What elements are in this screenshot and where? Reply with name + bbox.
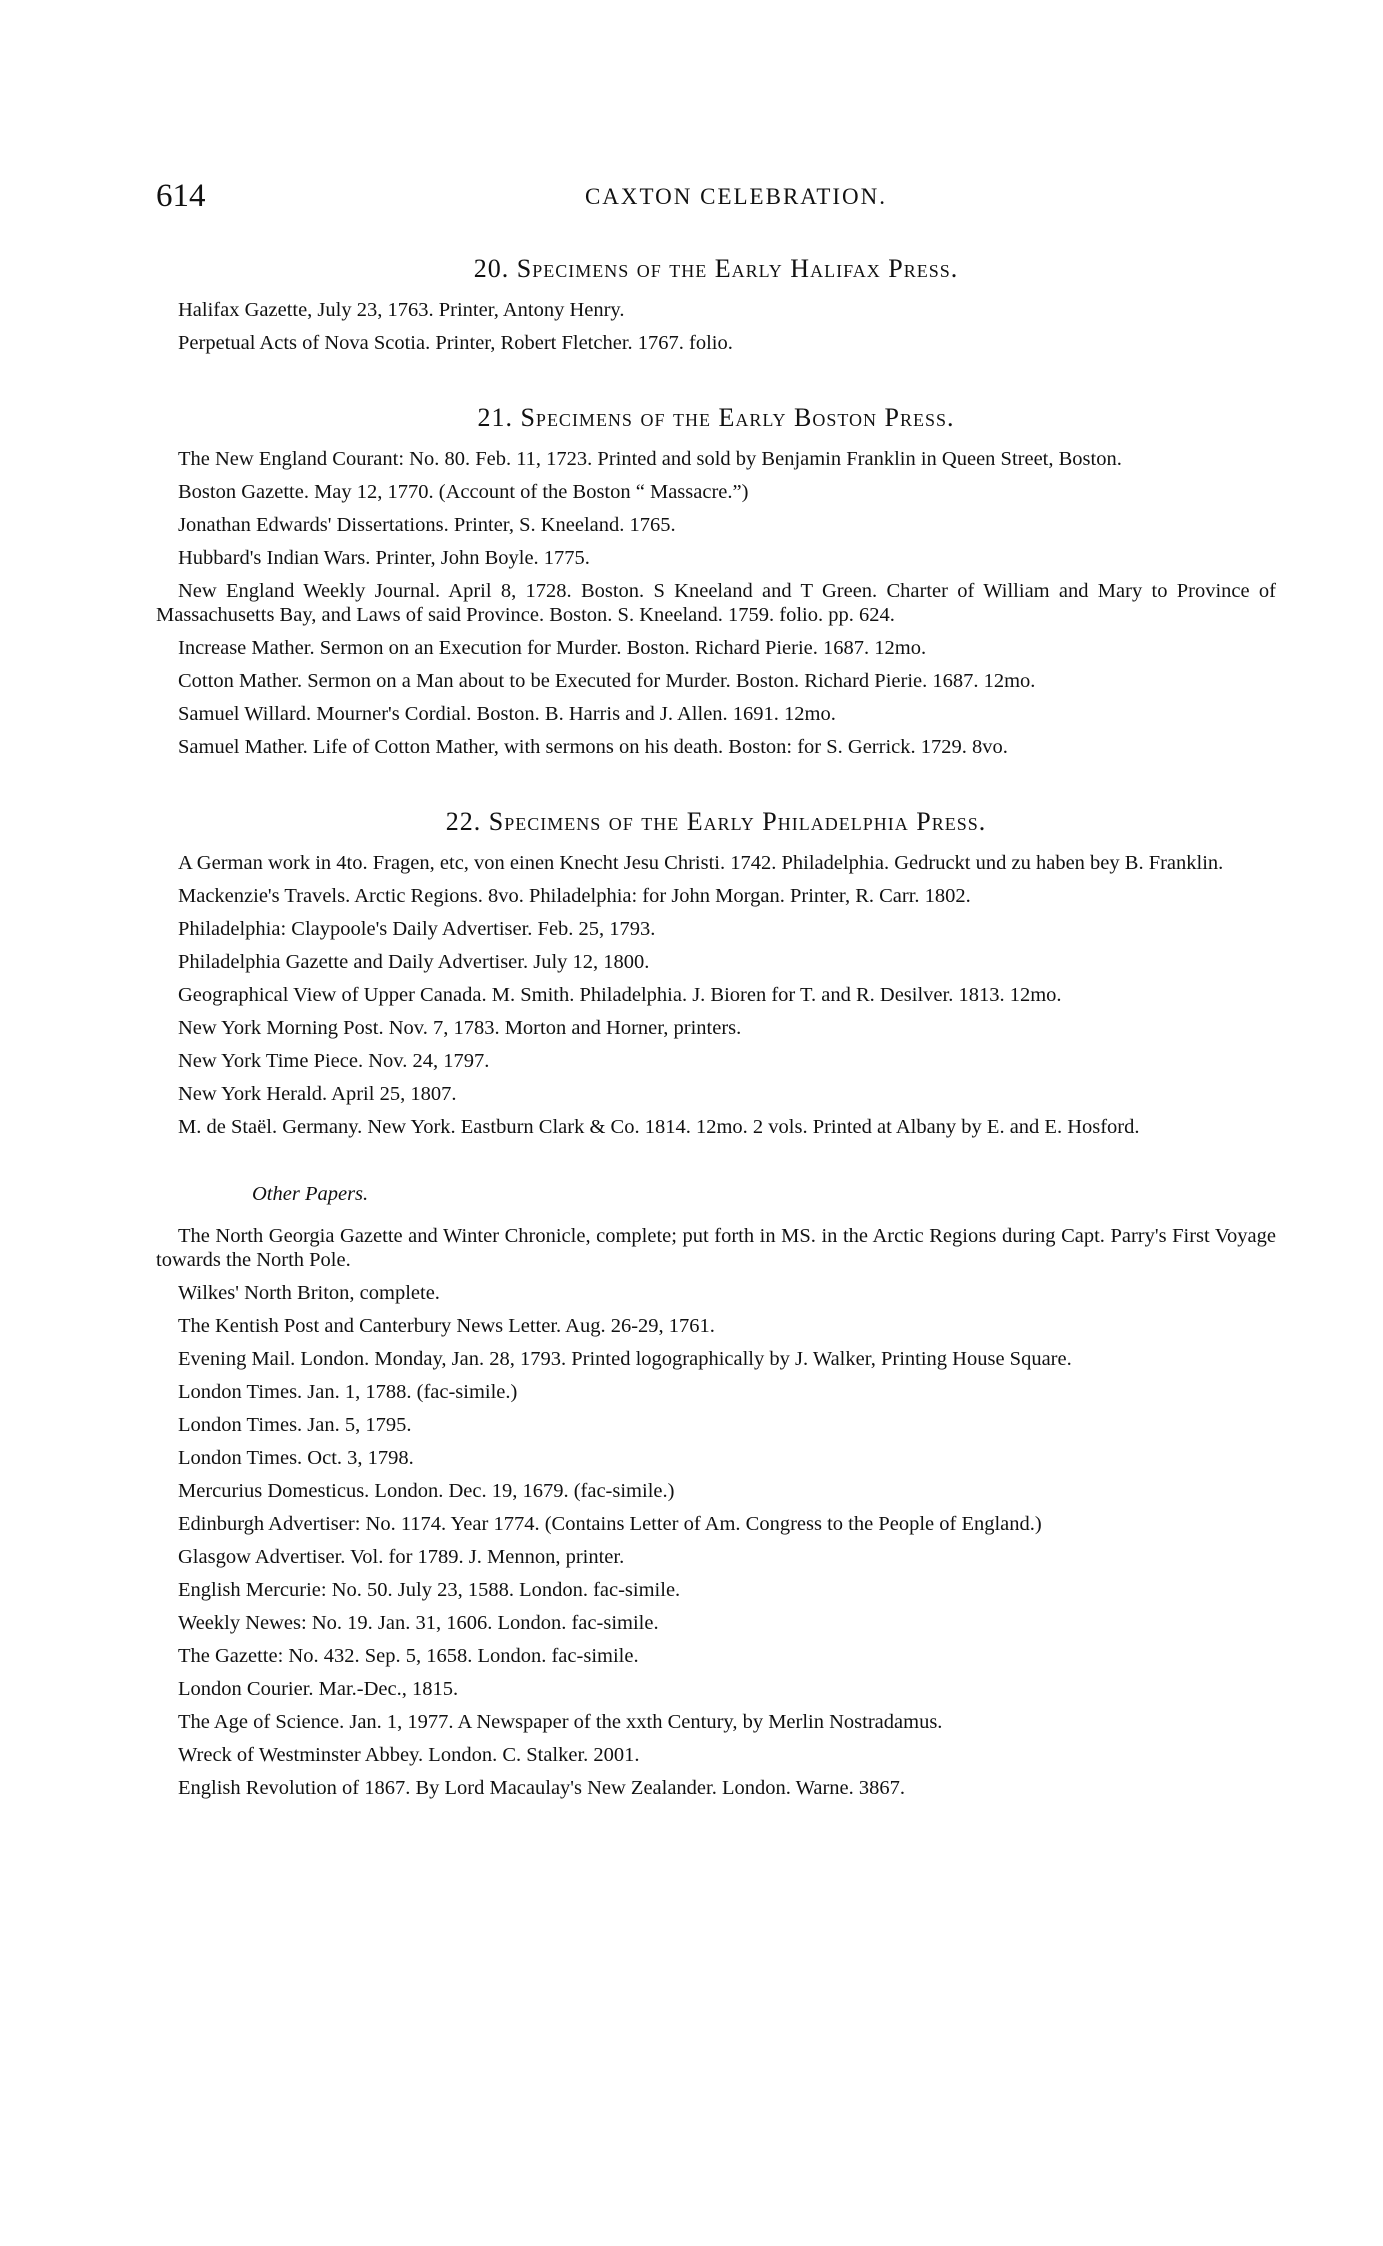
list-item: Edinburgh Advertiser: No. 1174. Year 1774. (Contains Letter of Am. Congress to the People of England.) — [178, 1513, 1042, 1535]
section-halifax — [156, 254, 1276, 355]
list-item: The Gazette: No. 432. Sep. 5, 1658. London. fac-simile. — [178, 1645, 639, 1667]
list-item: English Mercurie: No. 50. July 23, 1588. London. fac-simile. — [178, 1579, 681, 1601]
list-item: Jonathan Edwards' Dissertations. Printer, S. Kneeland. 1765. — [178, 514, 676, 536]
list-item: The Age of Science. Jan. 1, 1977. A Newspaper of the xxth Century, by Merlin Nostradamus. — [178, 1711, 943, 1733]
list-item: Samuel Mather. Life of Cotton Mather, with sermons on his death. Boston: for S. Gerrick. 1729. 8vo. — [178, 736, 1008, 758]
list-item: Weekly Newes: No. 19. Jan. 31, 1606. London. fac-simile. — [178, 1612, 659, 1634]
list-item: Perpetual Acts of Nova Scotia. Printer, Robert Fletcher. 1767. folio. — [178, 332, 733, 354]
list-item: Hubbard's Indian Wars. Printer, John Boyle. 1775. — [178, 547, 590, 569]
list-item: English Revolution of 1867. By Lord Macaulay's New Zealander. London. Warne. 3867. — [178, 1777, 905, 1799]
book-page — [156, 178, 1276, 1809]
list-item: The Kentish Post and Canterbury News Letter. Aug. 26-29, 1761. — [178, 1315, 715, 1337]
list-item: London Courier. Mar.-Dec., 1815. — [178, 1678, 459, 1700]
list-item: Halifax Gazette, July 23, 1763. Printer, Antony Henry. — [178, 299, 625, 321]
list-item: New York Morning Post. Nov. 7, 1783. Morton and Horner, printers. — [178, 1017, 742, 1039]
section-title: 21. Specimens of the Early Boston Press. — [477, 403, 955, 432]
list-item: New York Time Piece. Nov. 24, 1797. — [178, 1050, 490, 1072]
section-philadelphia — [156, 807, 1276, 1139]
list-item: London Times. Oct. 3, 1798. — [178, 1447, 414, 1469]
page-header — [156, 178, 1276, 228]
list-item: Cotton Mather. Sermon on a Man about to be Executed for Murder. Boston. Richard Pierie. 1687. 12mo. — [178, 670, 1036, 692]
list-item: Geographical View of Upper Canada. M. Smith. Philadelphia. J. Bioren for T. and R. Desilver. 1813. 12mo. — [178, 984, 1062, 1006]
list-item: Evening Mail. London. Monday, Jan. 28, 1793. Printed logographically by J. Walker, Printing House Square. — [178, 1348, 1072, 1370]
section-title: 22. Specimens of the Early Philadelphia Press. — [445, 807, 987, 836]
list-item: London Times. Jan. 1, 1788. (fac-simile.) — [178, 1381, 518, 1403]
page-number: 614 — [156, 178, 206, 214]
list-item: London Times. Jan. 5, 1795. — [178, 1414, 412, 1436]
list-item: New England Weekly Journal. April 8, 1728. Boston. S Kneeland and T Green. Charter of William and Mary to Province of Massachusetts Bay, and Laws of said Province. Boston. S. Kneeland. 1759. folio. pp. 624. — [156, 580, 1276, 626]
list-item: Mackenzie's Travels. Arctic Regions. 8vo. Philadelphia: for John Morgan. Printer, R. Carr. 1802. — [178, 885, 971, 907]
list-item: New York Herald. April 25, 1807. — [178, 1083, 457, 1105]
list-item: The North Georgia Gazette and Winter Chronicle, complete; put forth in MS. in the Arctic Regions during Capt. Parry's First Voyage towards the North Pole. — [156, 1225, 1276, 1271]
list-item: Philadelphia: Claypoole's Daily Advertiser. Feb. 25, 1793. — [178, 918, 656, 940]
list-item: A German work in 4to. Fragen, etc, von einen Knecht Jesu Christi. 1742. Philadelphia. Gedruckt und zu haben bey B. Franklin. — [178, 852, 1224, 874]
list-item: Glasgow Advertiser. Vol. for 1789. J. Mennon, printer. — [178, 1546, 625, 1568]
list-item: Philadelphia Gazette and Daily Advertiser. July 12, 1800. — [178, 951, 650, 973]
list-item: M. de Staël. Germany. New York. Eastburn Clark & Co. 1814. 12mo. 2 vols. Printed at Albany by E. and E. Hosford. — [178, 1116, 1140, 1138]
list-item: Increase Mather. Sermon on an Execution for Murder. Boston. Richard Pierie. 1687. 12mo. — [178, 637, 927, 659]
subheading: Other Papers. — [252, 1183, 369, 1205]
list-item: The New England Courant: No. 80. Feb. 11, 1723. Printed and sold by Benjamin Franklin in Queen Street, Boston. — [178, 448, 1122, 470]
section-other-papers — [156, 1183, 1276, 1800]
list-item: Samuel Willard. Mourner's Cordial. Boston. B. Harris and J. Allen. 1691. 12mo. — [178, 703, 836, 725]
section-boston — [156, 403, 1276, 759]
list-item: Mercurius Domesticus. London. Dec. 19, 1679. (fac-simile.) — [178, 1480, 675, 1502]
list-item: Boston Gazette. May 12, 1770. (Account of the Boston “ Massacre.”) — [178, 481, 749, 503]
running-head: CAXTON CELEBRATION. — [584, 184, 888, 209]
section-title: 20. Specimens of the Early Halifax Press. — [473, 254, 959, 283]
list-item: Wreck of Westminster Abbey. London. C. Stalker. 2001. — [178, 1744, 640, 1766]
list-item: Wilkes' North Briton, complete. — [178, 1282, 440, 1304]
